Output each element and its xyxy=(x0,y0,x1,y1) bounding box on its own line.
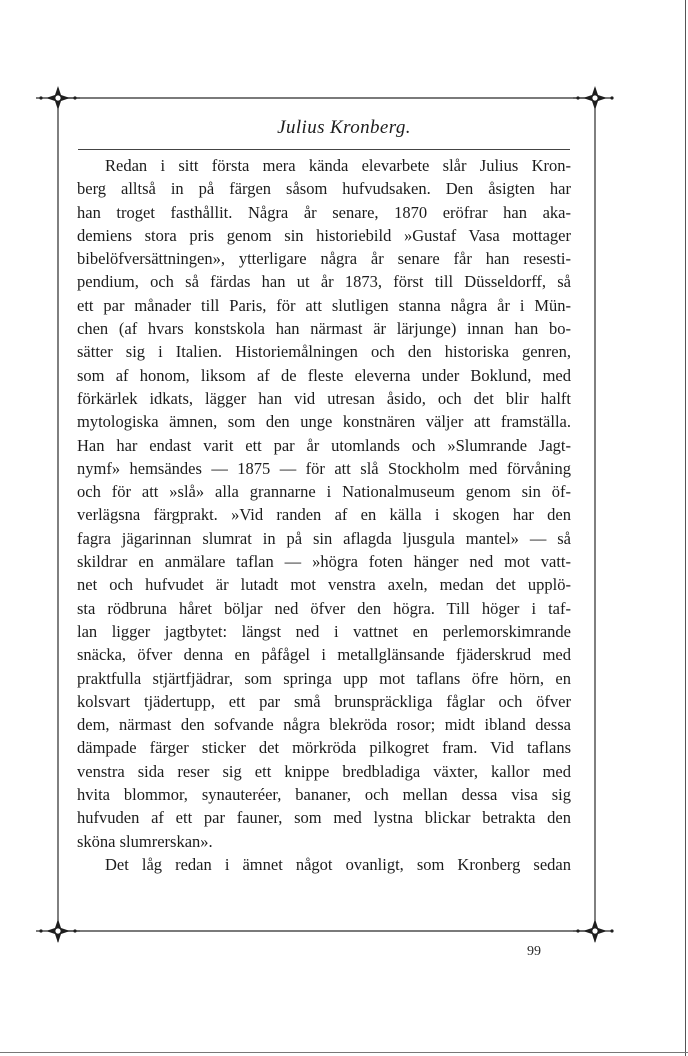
running-head: Julius Kronberg. xyxy=(277,117,411,138)
text-line: mytologiska ämnen, som den unge konstnären väljer att framställa. xyxy=(77,412,571,432)
text-line: Han har endast varit ett par år utomlands och »Slumrande Jagt- xyxy=(77,435,571,455)
text-line: han troget fasthållit. Några år senare, 1870 eröfrar han aka- xyxy=(77,202,571,222)
page-number: 99 xyxy=(527,944,541,959)
text-line: dem, närmast den sofvande några blekröda rosor; midt ibland dessa xyxy=(77,715,571,735)
page-bottom-edge xyxy=(0,1052,688,1053)
text-line: och för att »slå» alla grannarne i Nationalmuseum genom sin öf- xyxy=(77,482,571,502)
corner-ornament-bottom-right xyxy=(576,919,613,943)
text-line: hufvuden af ett par fauner, som med lystna blickar betrakta den xyxy=(77,808,571,828)
text-line: Det låg redan i ämnet något ovanligt, som Kronberg sedan xyxy=(105,854,571,874)
text-line: net och hufvudet är lutadt mot venstra axeln, medan det upplö- xyxy=(77,575,571,595)
text-line: kolsvart tjädertupp, ett par små brunspräckliga fåglar och öfver xyxy=(77,691,571,711)
text-line: chen (af hvars konstskola han närmast är lärjunge) innan han bo- xyxy=(77,319,571,339)
text-line: sta rödbruna håret böljar ned öfver den högra. Till höger i taf- xyxy=(77,598,571,618)
text-line: venstra sida reser sig ett knippe bredbladiga växter, kallor med xyxy=(77,761,571,781)
text-line: berg alltså in på färgen såsom hufvudsaken. Den åsigten har xyxy=(77,179,571,199)
text-line: förkärlek idkats, lägger han vid utresan åsido, och det blir halft xyxy=(77,388,571,408)
corner-ornament-top-right xyxy=(576,86,613,110)
text-line: nymf» hemsändes — 1875 — för att slå Stockholm med förvåning xyxy=(77,458,571,478)
text-line: sätter sig i Italien. Historiemålningen och den historiska genren, xyxy=(77,342,571,362)
text-line: demiens stora pris genom sin historiebild »Gustaf Vasa mottager xyxy=(77,225,571,245)
text-line: hvita blommor, synauteréer, bananer, och mellan dessa visa sig xyxy=(77,785,571,805)
text-line: verlägsna färgprakt. »Vid randen af en källa i skogen har den xyxy=(77,505,571,525)
text-line: fagra jägarinnan slumrat in på sin aflagda ljusgula mantel» — så xyxy=(77,528,571,548)
corner-ornament-bottom-left xyxy=(39,919,76,943)
text-line: dämpade färger sticker det mörkröda pilkogret fram. Vid taflans xyxy=(77,738,571,758)
text-line: sköna slumrerskan». xyxy=(77,831,213,851)
text-line: lan ligger jagtbytet: längst ned i vattnet en perlemorskimrande xyxy=(77,621,571,641)
text-line: bibelöfversättningen», ytterligare några år senare får han resesti- xyxy=(77,249,571,269)
text-line: pendium, och så färdas han ut år 1873, först till Düsseldorff, så xyxy=(77,272,571,292)
text-line: praktfulla stjärtfjädrar, som springa upp mot taflans öfre hörn, en xyxy=(77,668,571,688)
text-line: Redan i sitt första mera kända elevarbete slår Julius Kron- xyxy=(105,156,571,175)
text-line: som af honom, liksom af de fleste eleverna under Boklund, med xyxy=(77,365,571,385)
text-line: skildrar en anmälare taflan — »högra foten hänger ned mot vatt- xyxy=(77,552,571,572)
text-line: ett par månader till Paris, för att slutligen stanna några år i Mün- xyxy=(77,295,571,315)
page-right-edge xyxy=(685,0,686,1056)
corner-ornament-top-left xyxy=(39,86,76,110)
running-head-rule xyxy=(78,149,570,150)
text-line: snäcka, öfver denna en påfågel i metallglänsande fjäderskrud med xyxy=(77,645,571,665)
body-text xyxy=(77,154,571,876)
